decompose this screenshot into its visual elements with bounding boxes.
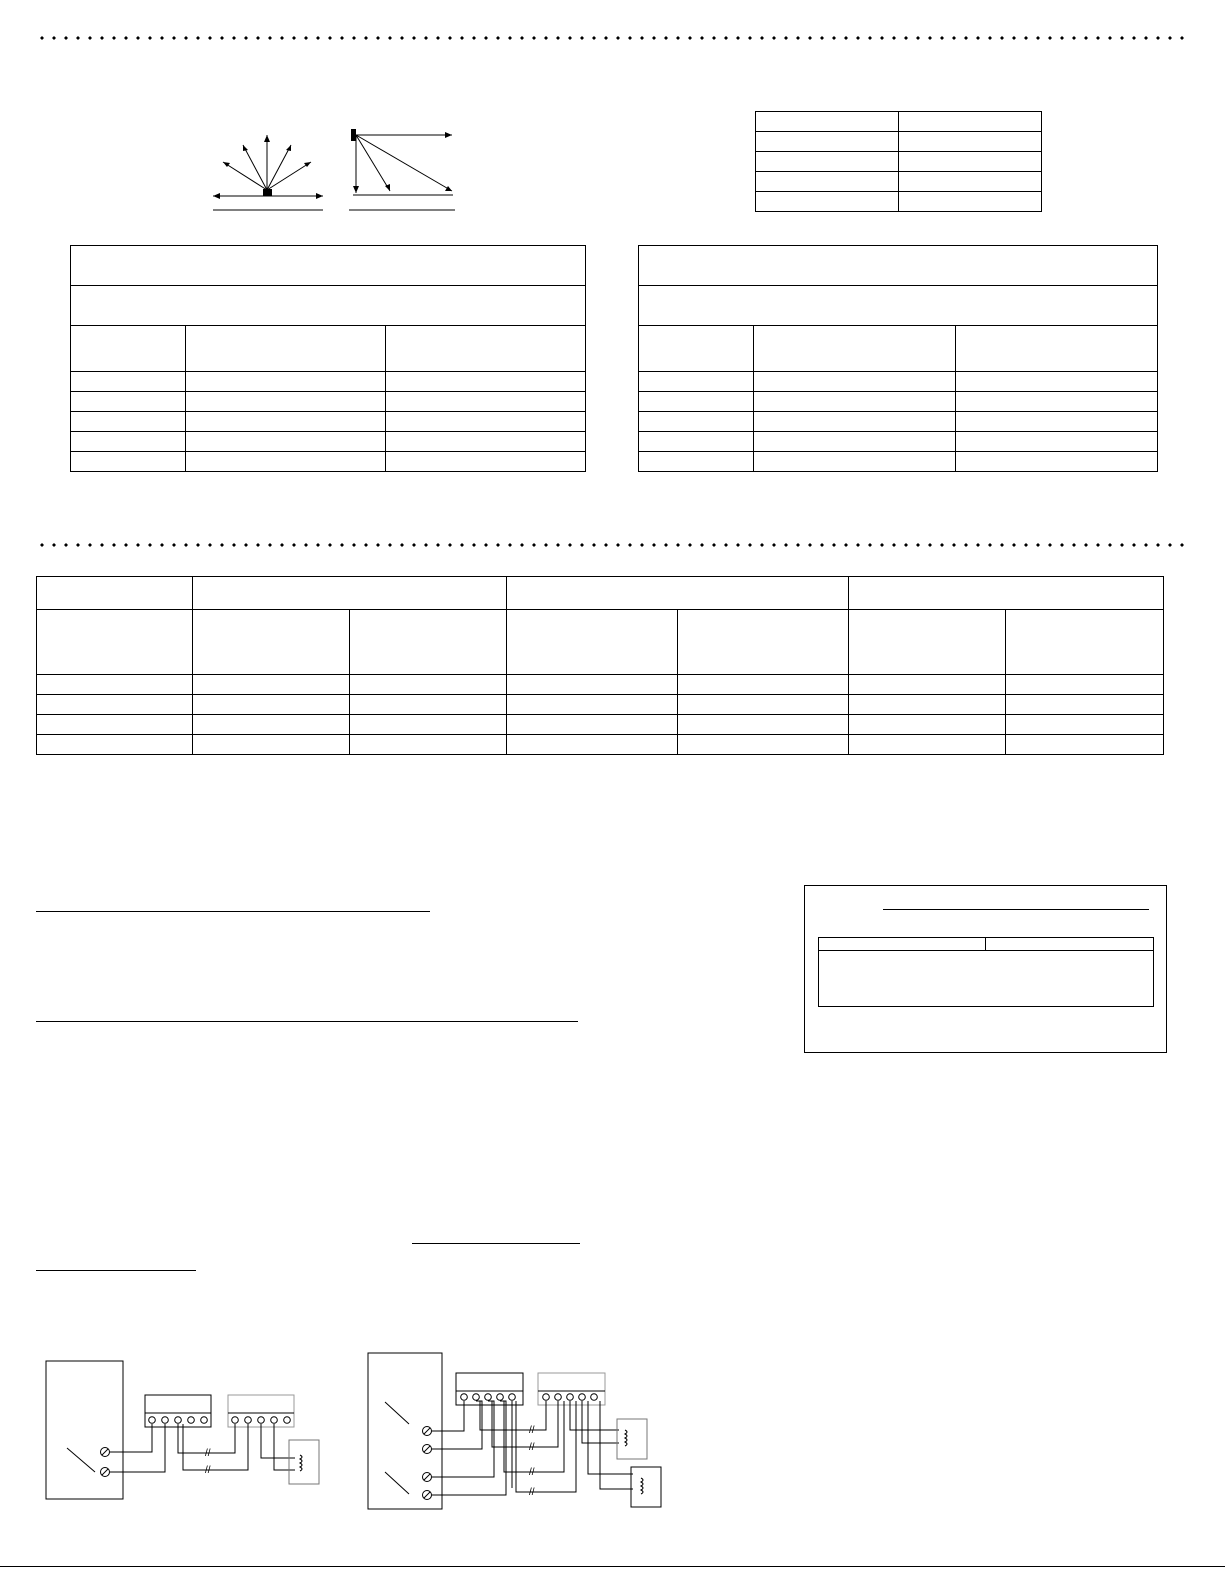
table-cell: [754, 372, 956, 392]
left-spec-title: [71, 246, 586, 286]
top-dotted-divider: [36, 36, 1188, 40]
wide-spec-header-cell: [193, 610, 350, 675]
left-spec-header-cell: [71, 326, 186, 372]
table-cell: [899, 172, 1042, 192]
table-cell: [756, 192, 899, 212]
table-cell: [71, 392, 186, 412]
table-cell: [849, 675, 1006, 695]
table-cell: [639, 372, 754, 392]
table-cell: [507, 735, 678, 755]
small-spec-table: [755, 111, 1042, 212]
table-cell: [193, 715, 350, 735]
table-cell: [386, 372, 586, 392]
page-bottom-rule: [0, 1566, 1225, 1567]
wire-break-mark: //: [529, 1467, 535, 1478]
right-spec-subtitle: [639, 286, 1158, 326]
wire-break-mark: //: [205, 1448, 211, 1459]
table-cell: [754, 412, 956, 432]
table-cell: [756, 172, 899, 192]
right-spec-header-cell: [639, 326, 754, 372]
note-box-column-header: [819, 938, 986, 951]
left-spec-subtitle: [71, 286, 586, 326]
table-cell: [507, 695, 678, 715]
wire-break-mark: //: [529, 1487, 535, 1498]
table-cell: [956, 452, 1158, 472]
table-cell: [849, 735, 1006, 755]
table-cell: [754, 432, 956, 452]
dual-zone-wiring-diagram: [367, 1352, 667, 1512]
table-cell: [756, 152, 899, 172]
middle-dotted-divider: [36, 543, 1188, 547]
note-box-table: [818, 937, 1154, 1007]
table-cell: [956, 412, 1158, 432]
table-cell: [186, 432, 386, 452]
table-cell: [639, 392, 754, 412]
directional-pattern-diagram: [345, 125, 460, 215]
note-box: [804, 885, 1167, 1053]
table-cell: [186, 392, 386, 412]
table-cell: [956, 392, 1158, 412]
table-cell: [756, 132, 899, 152]
table-cell: [386, 412, 586, 432]
table-cell: [754, 452, 956, 472]
table-cell: [849, 715, 1006, 735]
table-cell: [71, 432, 186, 452]
wide-spec-header-cell: [350, 610, 507, 675]
table-cell: [386, 392, 586, 412]
single-zone-wiring-diagram: [45, 1360, 325, 1502]
omnidirectional-pattern-diagram: [205, 130, 330, 215]
table-cell: [899, 192, 1042, 212]
table-cell: [37, 675, 193, 695]
table-cell: [37, 695, 193, 715]
wide-spec-header-cell: [678, 610, 849, 675]
table-cell: [507, 675, 678, 695]
note-box-column-header: [986, 938, 1154, 951]
table-cell: [756, 112, 899, 132]
right-spec-header-cell: [956, 326, 1158, 372]
wide-spec-group-cell: [193, 577, 507, 610]
table-cell: [386, 452, 586, 472]
left-spec-header-cell: [186, 326, 386, 372]
table-cell: [350, 715, 507, 735]
wide-spec-header-cell: [1006, 610, 1164, 675]
left-spec-table: [70, 245, 586, 472]
wire-break-mark: //: [529, 1442, 535, 1453]
underline-rule: [36, 911, 430, 912]
table-cell: [956, 372, 1158, 392]
right-spec-title: [639, 246, 1158, 286]
table-cell: [350, 695, 507, 715]
table-cell: [639, 432, 754, 452]
table-cell: [186, 452, 386, 472]
table-cell: [678, 715, 849, 735]
table-cell: [899, 152, 1042, 172]
table-cell: [507, 715, 678, 735]
table-cell: [193, 695, 350, 715]
table-cell: [37, 735, 193, 755]
table-cell: [37, 715, 193, 735]
table-cell: [386, 432, 586, 452]
table-cell: [1006, 675, 1164, 695]
table-cell: [350, 675, 507, 695]
table-cell: [71, 372, 186, 392]
underline-rule: [412, 1243, 580, 1244]
table-cell: [1006, 715, 1164, 735]
table-cell: [186, 372, 386, 392]
table-cell: [956, 432, 1158, 452]
table-cell: [1006, 735, 1164, 755]
table-cell: [71, 412, 186, 432]
underline-rule: [36, 1270, 196, 1271]
table-cell: [678, 735, 849, 755]
wide-spec-group-cell: [37, 577, 193, 610]
wide-spec-header-cell: [37, 610, 193, 675]
left-spec-header-cell: [386, 326, 586, 372]
wide-spec-group-cell: [849, 577, 1164, 610]
table-cell: [899, 112, 1042, 132]
table-cell: [1006, 695, 1164, 715]
table-cell: [678, 695, 849, 715]
right-spec-header-cell: [754, 326, 956, 372]
table-cell: [186, 412, 386, 432]
wide-spec-header-cell: [849, 610, 1006, 675]
underline-rule: [36, 1021, 578, 1022]
table-cell: [754, 392, 956, 412]
note-box-title-rule: [883, 909, 1149, 910]
right-spec-table: [638, 245, 1158, 472]
wide-spec-table: [36, 576, 1164, 755]
table-cell: [678, 675, 849, 695]
wide-spec-header-cell: [507, 610, 678, 675]
wire-break-mark: //: [529, 1425, 535, 1436]
table-cell: [71, 452, 186, 472]
table-cell: [639, 412, 754, 432]
wide-spec-group-cell: [507, 577, 849, 610]
table-cell: [899, 132, 1042, 152]
table-cell: [193, 675, 350, 695]
table-cell: [350, 735, 507, 755]
table-cell: [639, 452, 754, 472]
table-cell: [849, 695, 1006, 715]
wire-break-mark: //: [205, 1465, 211, 1476]
table-cell: [193, 735, 350, 755]
note-box-body: [819, 951, 1154, 1007]
